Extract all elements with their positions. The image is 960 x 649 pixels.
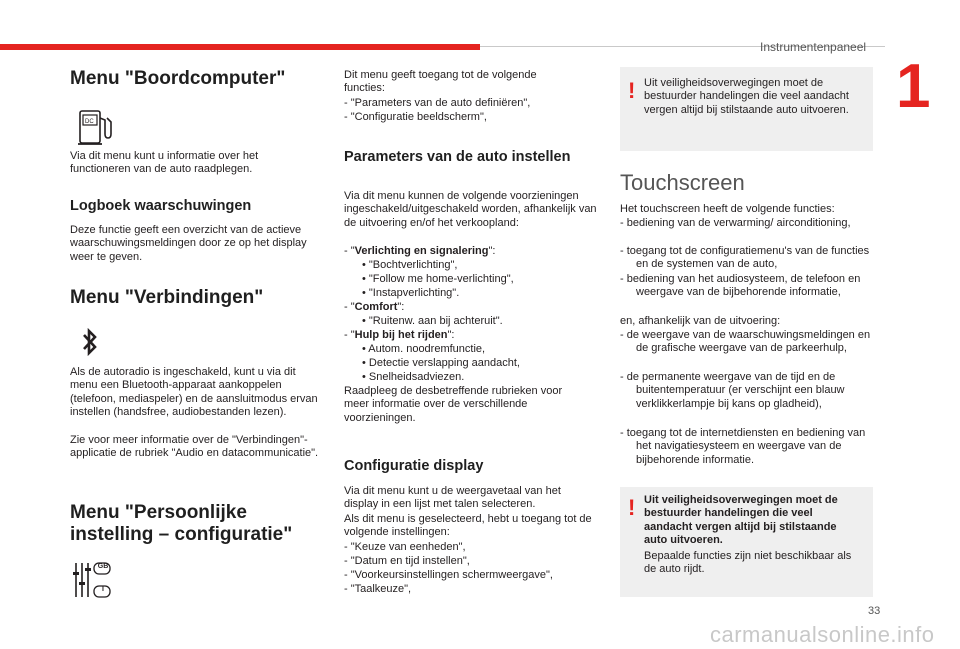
svg-text:DC: DC bbox=[85, 119, 94, 125]
col2-intro: Dit menu geeft toegang tot de volgende functies: bbox=[344, 69, 537, 95]
chapter-number: 1 bbox=[896, 52, 931, 121]
page-number: 33 bbox=[868, 605, 881, 617]
col2-intro-item-2: - "Configuratie beeldscherm", bbox=[344, 111, 487, 123]
persoonlijke-title-line2: instelling – configuratie" bbox=[70, 524, 293, 545]
configuratie-item: - "Voorkeursinstellingen schermweergave", bbox=[344, 569, 553, 581]
fuel-pump-icon bbox=[78, 108, 114, 148]
configuratie-title: Configuratie display bbox=[344, 458, 484, 474]
parameters-group2-item: • "Ruitenw. aan bij achteruit". bbox=[362, 315, 503, 327]
icon-gb-label: GB bbox=[97, 563, 109, 570]
verbindingen-text-1: Als de autoradio is ingeschakeld, kunt u via dit menu een Bluetooth-apparaat aankoppelen (telefoon, mediaspeler) en de aansluitmodus ervan instellen (handsfree, audiobestanden lezen). bbox=[70, 366, 318, 419]
configuratie-item: - "Keuze van eenheden", bbox=[344, 541, 466, 553]
verbindingen-text-2: Zie voor meer informatie over de "Verbindingen"-applicatie de rubriek "Audio en datacommunicatie". bbox=[70, 434, 319, 460]
parameters-group3-item: • Detectie verslapping aandacht, bbox=[362, 357, 520, 369]
parameters-text: Via dit menu kunnen de volgende voorzieningen ingeschakeld/uitgeschakeld worden, afhankelijk van de uitvoering en/of het verkoopland: bbox=[344, 190, 597, 229]
col2-intro-item-1: - "Parameters van de auto definiëren", bbox=[344, 97, 531, 109]
warning-1-text: Uit veiligheidsoverwegingen moet de bestuurder handelingen die veel aandacht vergen altijd bij stilstaande auto uitvoeren. bbox=[644, 77, 849, 116]
logboek-title: Logboek waarschuwingen bbox=[70, 198, 252, 214]
touchscreen-item: - bediening van het audiosysteem, de telefoon en weergave van de bijbehorende informatie, bbox=[620, 273, 861, 299]
touchscreen-mid: en, afhankelijk van de uitvoering: bbox=[620, 315, 781, 327]
parameters-group1-item: • "Follow me home-verlichting", bbox=[362, 273, 514, 285]
touchscreen-intro: Het touchscreen heeft de volgende functies: bbox=[620, 203, 835, 215]
parameters-group3-item: • Snelheidsadviezen. bbox=[362, 371, 465, 383]
touchscreen-title: Touchscreen bbox=[620, 170, 745, 195]
boordcomputer-title: Menu "Boordcomputer" bbox=[70, 68, 286, 89]
exclamation-icon: ! bbox=[628, 78, 636, 103]
configuratie-item: - "Datum en tijd instellen", bbox=[344, 555, 470, 567]
configuratie-text-1: Via dit menu kunt u de weergavetaal van het display in een lijst met talen selecteren. bbox=[344, 485, 561, 511]
boordcomputer-text: Via dit menu kunt u informatie over het functioneren van de auto raadplegen. bbox=[70, 150, 259, 176]
parameters-group3-item: • Autom. noodremfunctie, bbox=[362, 343, 486, 355]
warning-2-text: Bepaalde functies zijn niet beschikbaar als de auto rijdt. bbox=[644, 550, 852, 576]
parameters-group-1: - "Verlichting en signalering": bbox=[344, 245, 496, 257]
parameters-group-3: - "Hulp bij het rijden": bbox=[344, 329, 455, 341]
touchscreen-item: - bediening van de verwarming/ airconditioning, bbox=[620, 217, 851, 229]
logboek-text: Deze functie geeft een overzicht van de actieve waarschuwingsmeldingen door ze op het display weer te geven. bbox=[70, 224, 307, 263]
section-title: Instrumentenpaneel bbox=[760, 40, 867, 54]
touchscreen-item: - de permanente weergave van de tijd en de buitentemperatuur (er verschijnt een blauw verklikkerlampje bij kans op gladheid), bbox=[620, 371, 845, 410]
bluetooth-icon bbox=[80, 327, 100, 357]
configuratie-item: - "Taalkeuze", bbox=[344, 583, 412, 595]
exclamation-icon: ! bbox=[628, 495, 636, 520]
parameters-group1-item: • "Bochtverlichting", bbox=[362, 259, 458, 271]
parameters-group1-item: • "Instapverlichting". bbox=[362, 287, 460, 299]
header-red-bar bbox=[0, 44, 480, 50]
watermark: carmanualsonline.info bbox=[710, 622, 935, 647]
warning-2-bold: Uit veiligheidsoverwegingen moet de bestuurder handelingen die veel aandacht vergen altijd bij stilstaande auto uitvoeren. bbox=[644, 494, 838, 547]
verbindingen-title: Menu "Verbindingen" bbox=[70, 287, 264, 308]
touchscreen-item: - toegang tot de configuratiemenu's van de functies en de systemen van de auto, bbox=[620, 245, 870, 271]
configuratie-text-2: Als dit menu is geselecteerd, hebt u toegang tot de volgende instellingen: bbox=[344, 513, 592, 539]
parameters-group-2: - "Comfort": bbox=[344, 301, 405, 313]
parameters-outro: Raadpleeg de desbetreffende rubrieken voor meer informatie over de verschillende voorzieningen. bbox=[344, 385, 563, 424]
parameters-title: Parameters van de auto instellen bbox=[344, 149, 571, 165]
touchscreen-item: - de weergave van de waarschuwingsmeldingen en de grafische weergave van de parkeerhulp, bbox=[620, 329, 871, 355]
icon-i-label: I bbox=[102, 586, 104, 593]
touchscreen-item: - toegang tot de internetdiensten en bediening van het navigatiesysteem en weergave van de bijbehorende informatie. bbox=[620, 427, 866, 466]
persoonlijke-title-line1: Menu "Persoonlijke bbox=[70, 502, 247, 523]
